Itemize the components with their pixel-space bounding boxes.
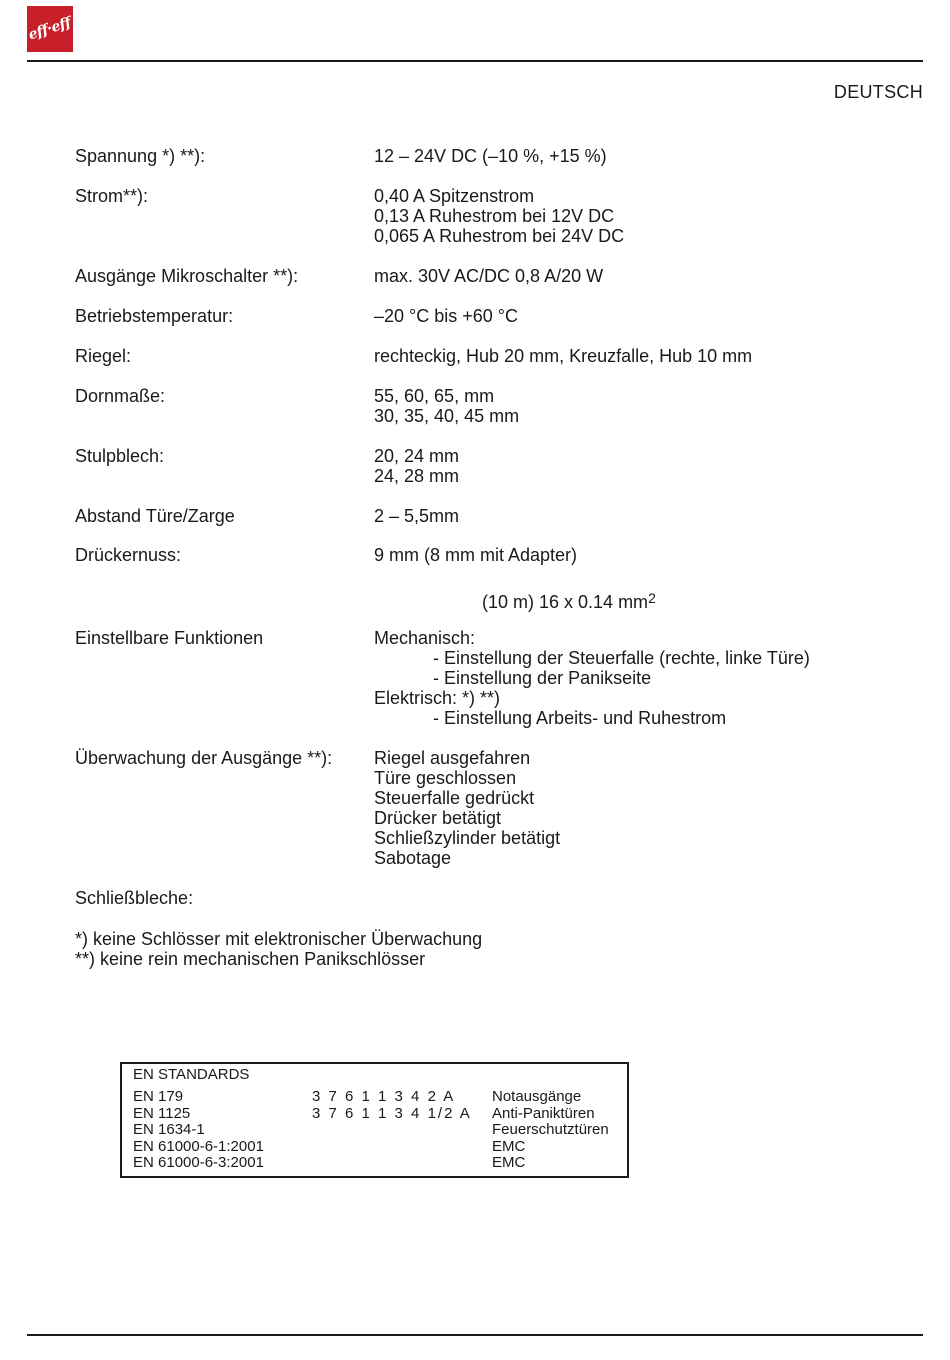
spec-value: 30, 35, 40, 45 mm: [374, 406, 520, 426]
footer-rule: [27, 1334, 923, 1336]
cable-spec-text: (10 m) 16 x 0.14 mm: [482, 592, 649, 612]
spec-value: - Einstellung Arbeits- und Ruhestrom: [433, 708, 727, 728]
spec-value: –20 °C bis +60 °C: [374, 306, 518, 326]
standard-description: EMC: [492, 1137, 526, 1155]
spec-row-bolt: [75, 346, 935, 386]
spec-value: Drücker betätigt: [374, 808, 502, 828]
eff-eff-logo: [27, 6, 73, 52]
spec-label: Strom**):: [75, 186, 149, 206]
standard-code: 3 7 6 1 1 3 4 1/2 A: [312, 1104, 472, 1122]
standard-norm: EN 61000-6-3:2001: [133, 1154, 264, 1171]
footnote: **) keine rein mechanischen Panikschlösser: [75, 949, 426, 969]
standard-code: [312, 1139, 472, 1156]
standard-code: [312, 1155, 472, 1172]
spec-value: - Einstellung der Steuerfalle (rechte, linke Türe): [433, 648, 810, 668]
spec-value: Riegel ausgefahren: [374, 748, 531, 768]
cable-spec-superscript: 2: [648, 590, 656, 606]
spec-label: Schließbleche:: [75, 888, 194, 908]
spec-row-current: [75, 186, 935, 266]
standard-code: [312, 1122, 472, 1139]
spec-value: Sabotage: [374, 848, 452, 868]
spec-value: 2 – 5,5mm: [374, 506, 460, 526]
spec-values: [374, 748, 935, 868]
standard-description: Feuerschutztüren: [492, 1121, 609, 1138]
spec-value: 0,065 A Ruhestrom bei 24V DC: [374, 226, 625, 246]
spec-row-strike-plates: [75, 888, 935, 908]
spec-value: - Einstellung der Panikseite: [433, 668, 652, 688]
en-standards-box: [120, 1062, 629, 1178]
standards-title: EN STANDARDS: [133, 1066, 250, 1083]
standard-norm: EN 179: [133, 1088, 184, 1105]
standards-norm-column: [133, 1089, 264, 1172]
spec-value: Türe geschlossen: [374, 768, 517, 788]
spec-values: [374, 446, 935, 486]
spec-value: 20, 24 mm: [374, 446, 460, 466]
cable-spec: [482, 588, 656, 612]
spec-label: Abstand Türe/Zarge: [75, 506, 235, 526]
spec-value: 0,13 A Ruhestrom bei 12V DC: [374, 206, 615, 226]
standard-norm: EN 1125: [133, 1104, 191, 1122]
spec-label: Betriebstemperatur:: [75, 306, 234, 326]
spec-row-operating-temperature: [75, 306, 935, 346]
spec-label: Ausgänge Mikroschalter **):: [75, 266, 299, 286]
spec-values: [374, 628, 935, 728]
spec-row-microswitch-outputs: [75, 266, 935, 306]
spec-values: [374, 306, 935, 326]
spec-row-follower: [75, 545, 935, 628]
spec-value: Mechanisch:: [374, 628, 476, 648]
standards-code-column: [312, 1089, 472, 1172]
spec-row-door-frame-gap: [75, 506, 935, 545]
spec-value: Schließzylinder betätigt: [374, 828, 561, 848]
spec-values: [374, 186, 935, 246]
spec-label: Drückernuss:: [75, 545, 182, 565]
spec-values: [374, 386, 935, 426]
spec-values: [374, 146, 935, 166]
spec-value: 0,40 A Spitzenstrom: [374, 186, 535, 206]
spec-row-faceplate: [75, 446, 935, 506]
spec-label: Einstellbare Funktionen: [75, 628, 264, 648]
spec-value: 55, 60, 65, mm: [374, 386, 495, 406]
spec-value: max. 30V AC/DC 0,8 A/20 W: [374, 266, 604, 286]
language-label: DEUTSCH: [833, 82, 923, 102]
standard-description: EMC: [492, 1154, 526, 1171]
spec-value: Elektrisch: *) **): [374, 688, 501, 708]
spec-label: Riegel:: [75, 346, 132, 366]
spec-label: Stulpblech:: [75, 446, 165, 466]
spec-value: 24, 28 mm: [374, 466, 460, 486]
spec-row-backset: [75, 386, 935, 446]
standards-description-column: [492, 1089, 609, 1172]
spec-value: rechteckig, Hub 20 mm, Kreuzfalle, Hub 10 mm: [374, 346, 753, 366]
spec-row-voltage: [75, 146, 935, 186]
spec-row-output-monitoring: [75, 748, 935, 888]
standard-norm: EN 1634-1: [133, 1121, 205, 1138]
standard-description: Anti-Paniktüren: [492, 1104, 595, 1122]
standard-description: Notausgänge: [492, 1088, 582, 1105]
spec-values: [374, 545, 935, 565]
spec-values: [374, 346, 935, 366]
standard-norm: EN 61000-6-1:2001: [133, 1137, 264, 1155]
footnote: *) keine Schlösser mit elektronischer Überwachung: [75, 929, 483, 949]
specification-list: [75, 146, 935, 908]
logo-text: eff·eff: [26, 14, 74, 44]
spec-row-adjustable-functions: [75, 628, 935, 748]
footnotes: [75, 929, 482, 969]
header-rule: [27, 60, 923, 62]
spec-label: Spannung *) **):: [75, 146, 206, 166]
spec-value: Steuerfalle gedrückt: [374, 788, 535, 808]
standard-code: 3 7 6 1 1 3 4 2 A: [312, 1088, 456, 1105]
spec-label: Dornmaße:: [75, 386, 166, 406]
spec-values: [374, 506, 935, 526]
spec-value: 12 – 24V DC (–10 %, +15 %): [374, 146, 607, 166]
spec-value: 9 mm (8 mm mit Adapter): [374, 545, 578, 565]
spec-label: Überwachung der Ausgänge **):: [75, 748, 333, 768]
spec-values: [374, 266, 935, 286]
